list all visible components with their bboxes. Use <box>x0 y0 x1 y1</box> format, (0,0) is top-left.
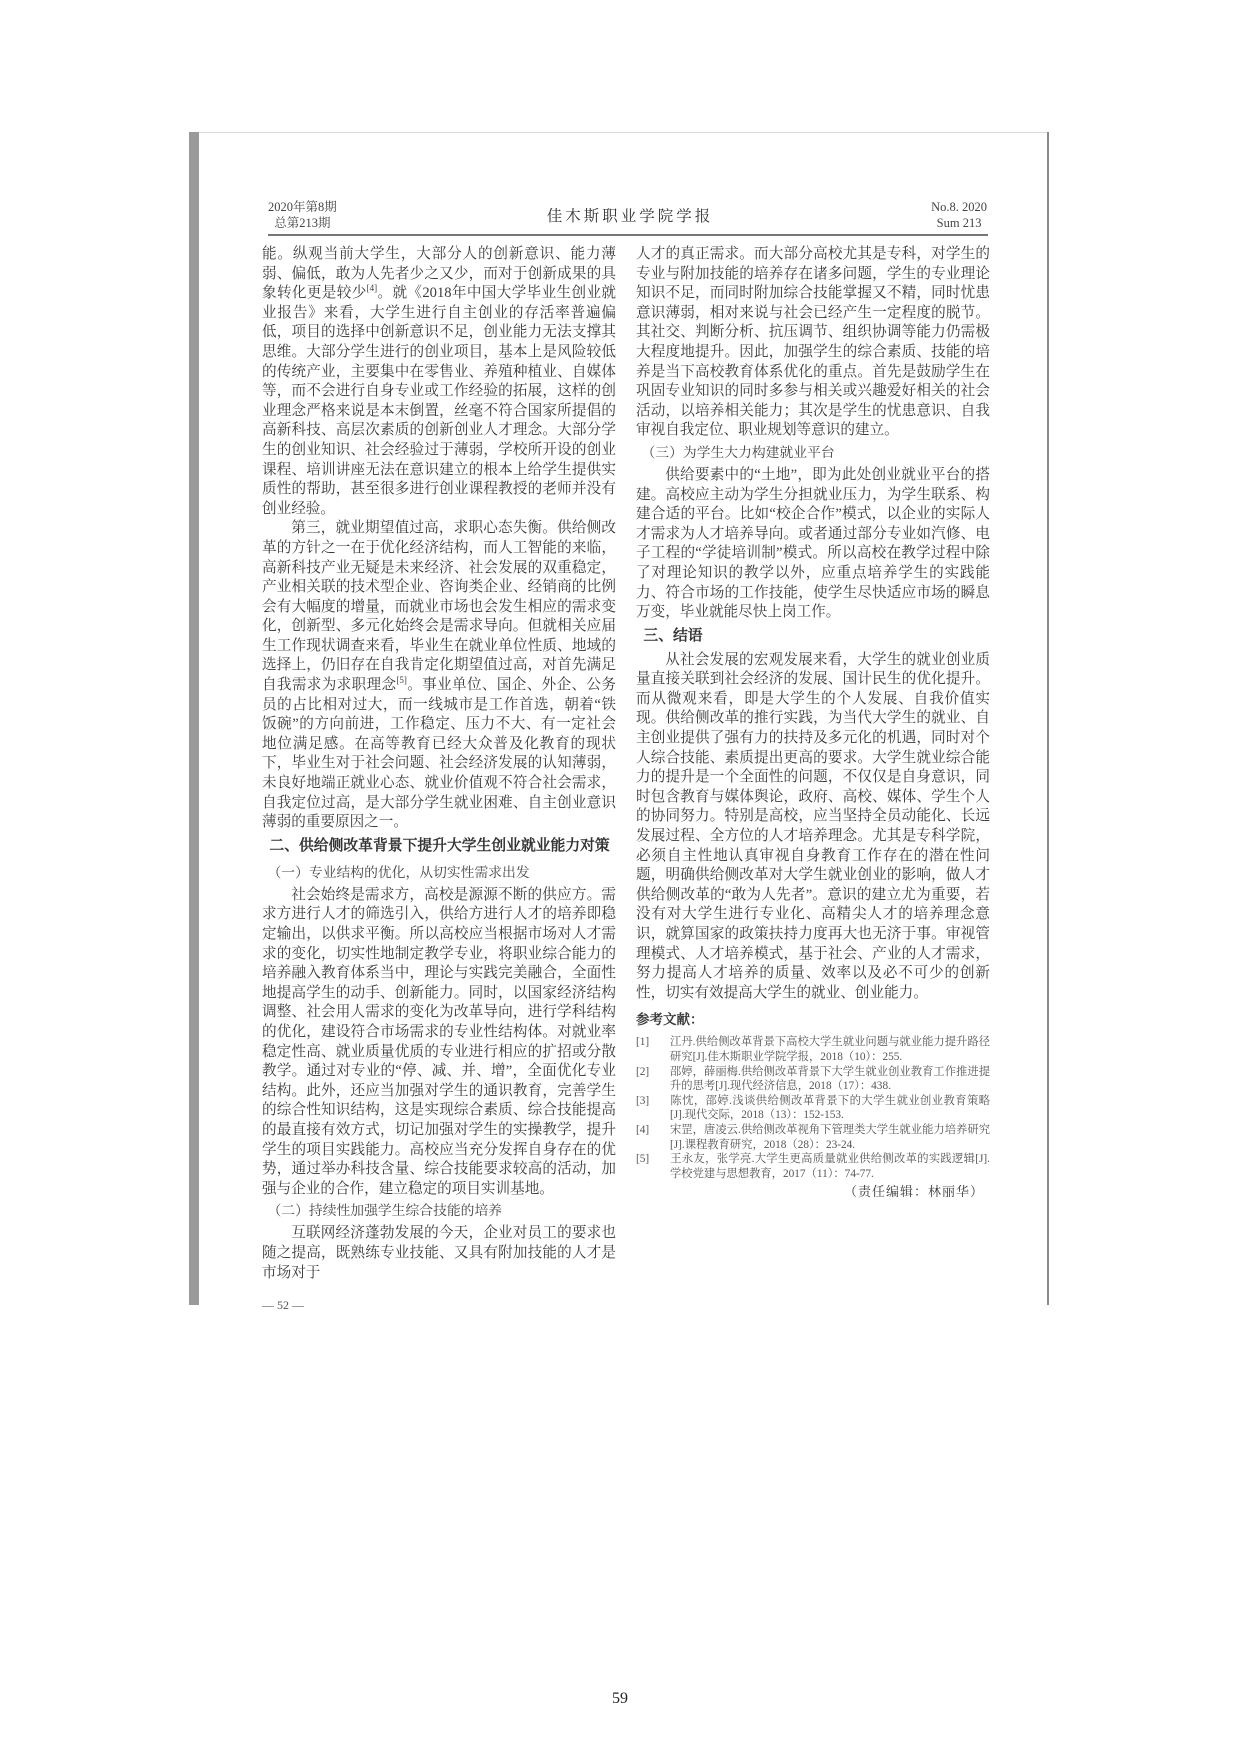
subsection-heading: （三）为学生大力构建就业平台 <box>641 444 835 461</box>
reference-item <box>636 1094 990 1123</box>
text: 第三，就业期望值过高，求职心态失衡。供给侧改革的方针之一在于优化经济结构，而人工智能的来临，高新科技产业无疑是未来经济、社会发展的双重稳定，产业相关联的技术型企业、咨询类企业、经销商的比例会有大幅度的增量，而就业市场也会发生相应的需求变化，创新型、多元化始终会是需求导向。但就相关应届生工作现状调查来看，毕业生在就业单位性质、地域的选择上，仍旧存在自我肯定化期望值过高，对首先满足自我需求为求职理念 <box>262 520 616 694</box>
reference-list <box>636 1035 990 1181</box>
section-heading: 二、供给侧改革背景下提升大学生创业就业能力对策 <box>269 836 610 854</box>
citation: [5] <box>396 675 407 686</box>
sum-en: Sum 213 <box>936 216 982 230</box>
issue-cn: 2020年第8期 <box>268 200 337 214</box>
page-border-top <box>199 132 1048 133</box>
reference-number: [1] <box>636 1036 650 1049</box>
header-rule <box>268 234 988 236</box>
reference-item <box>636 1035 990 1064</box>
reference-text: 江丹.供给侧改革背景下高校大学生就业问题与就业能力提升路径研究[J].佳木斯职业学院学报，2018（10）：255. <box>670 1036 990 1063</box>
paragraph: 供给要素中的“土地”，即为此处创业就业平台的搭建。高校应主动为学生分担就业压力，为学生联系、构建合适的平台。比如“校企合作”模式，以企业的实际人才需求为人才培养导向。或者通过部分专业如汽修、电子工程的“学徒培训制”模式。所以高校在教学过程中除了对理论知识的教学以外，应重点培养学生的实践能力、符合市场的工作技能，使学生尽快适应市场的瞬息万变，毕业就能尽快上岗工作。 <box>636 466 990 621</box>
page-spine-bar <box>189 132 199 1305</box>
text: 。就《2018年中国大学毕业生创业就业报告》来看，大学生进行自主创业的存活率普遍偏低，项目的选择中创新意识不足，创业能力无法支撑其思维。大部分学生进行的创业项目，基本上是风险较低的传统产业，主要集中在零售业、养殖种植业、自媒体等，而不会进行自身专业或工作经验的拓展，这样的创业理念严格来说是本末倒置，丝毫不符合国家所提倡的高新科技、高层次素质的创新创业人才理念。大部分学生的创业知识、社会经验过于薄弱，学校所开设的创业课程、培训讲座无法在意识建立的根本上给学生提供实质性的帮助，甚至很多进行创业课程教授的老师并没有创业经验。 <box>262 285 616 517</box>
text: 。事业单位、国企、外企、公务员的占比相对过大，而一线城市是工作首选，朝着“铁饭碗”的方向前进，工作稳定、压力不大、有一定社会地位满足感。在高等教育已经大众普及化教育的现状下，毕业生对于社会问题、社会经济发展的认知薄弱，未良好地端正就业心态、就业价值观不符合社会需求，自我定位过高，是大部分学生就业困难、自主创业意识薄弱的重要原因之一。 <box>262 677 616 831</box>
responsible-editor: （责任编辑：林丽华） <box>843 1184 984 1200</box>
reference-item <box>636 1065 990 1094</box>
section-heading: 三、结语 <box>643 626 703 644</box>
reference-item <box>636 1123 990 1152</box>
header-issue-cn <box>268 199 337 231</box>
paragraph <box>262 519 616 833</box>
reference-text: 王永友，张学亮.大学生更高质量就业供给侧改革的实践逻辑[J].学校党建与思想教育，2017（11）：74-77. <box>670 1153 990 1180</box>
reference-text: 邵婷，薛丽梅.供给侧改革背景下大学生就业创业教育工作推进提升的思考[J].现代经济信息，2018（17）：438. <box>670 1065 990 1093</box>
issue-en: No.8. 2020 <box>931 200 987 214</box>
left-column <box>262 245 616 1283</box>
page-border-right <box>1047 132 1049 1305</box>
header-issue-en <box>931 199 987 231</box>
reference-number: [2] <box>636 1065 650 1078</box>
journal-page-number: — 52 — <box>262 1298 304 1312</box>
paragraph: 社会始终是需求方，高校是源源不断的供应方。需求方进行人才的筛选引入，供给方进行人才的培养即稳定输出，以供求平衡。所以高校应当根据市场对人才需求的变化，切实性地制定教学专业，将职业综合能力的培养融入教育体系当中，理论与实践完美融合，全面性地提高学生的动手、创新能力。同时，以国家经济结构调整、社会用人需求的变化为改革导向，进行学科结构的优化，建设符合市场需求的专业性结构体。对就业率稳定性高、就业质量优质的专业进行相应的扩招或分散教学。通过对专业的“停、减、并、增”，全面优化专业结构。此外，还应当加强对学生的通识教育，完善学生的综合性知识结构，这是实现综合素质、综合技能提高的最直接有效方式，切记加强对学生的实操教学，提升学生的项目实践能力。高校应当充分发挥自身存在的优势，通过举办科技含量、综合技能要求较高的活动，加强与企业的合作，建立稳定的项目实训基地。 <box>262 886 616 1197</box>
reference-number: [3] <box>636 1094 650 1107</box>
paragraph: 从社会发展的宏观发展来看，大学生的就业创业质量直接关联到社会经济的发展、国计民生的优化提升。而从微观来看，即是大学生的个人发展、自我价值实现。供给侧改革的推行实践，为当代大学生的就业、自主创业提供了强有力的扶持及多元化的机遇，同时对个人综合技能、素质提出更高的要求。大学生就业综合能力的提升是一个全面性的问题，不仅仅是自身意识，同时包含教育与媒体舆论，政府、高校、媒体、学生个人的协同努力。特别是高校，应当坚持全员动能化、长远发展过程、全方位的人才培养理念。尤其是专科学院，必须自主性地认真审视自身教育工作存在的潜在性问题，明确供给侧改革对大学生就业创业的影响，做人才供给侧改革的“敢为人先者”。意识的建立尤为重要，若没有对大学生进行专业化、高精尖人才的培养理念意识，就算国家的政策扶持力度再大也无济于事。审视管理模式、人才培养模式，基于社会、产业的人才需求，努力提高人才培养的质量、效率以及必不可少的创新性，切实有效提高大学生的就业、创业能力。 <box>636 651 990 1001</box>
paragraph <box>262 245 616 519</box>
subsection-heading: （二）持续性加强学生综合技能的培养 <box>267 1203 503 1220</box>
subsection-heading: （一）专业结构的优化，从切实性需求出发 <box>267 864 530 881</box>
sum-cn: 总第213期 <box>274 216 331 230</box>
reference-text: 宋罡，唐凌云.供给侧改革视角下管理类大学生就业能力培养研究[J].课程教育研究，2018（28）：23-24. <box>670 1123 990 1151</box>
references-heading: 参考文献： <box>636 1012 704 1029</box>
citation: [4] <box>366 283 378 294</box>
text: 能。纵观当前大学生，大部分人的创新意识、能力薄弱、偏低，敢为人先者少之又少，而对于创新成果的具象转化更是较少 <box>262 246 616 302</box>
right-column <box>636 245 990 1202</box>
reference-item <box>636 1152 990 1181</box>
journal-title: 佳木斯职业学院学报 <box>546 208 714 225</box>
reference-text: 陈忱，邵婷.浅谈供给侧改革背景下的大学生就业创业教育策略[J].现代交际，2018（13）：152-153. <box>670 1094 990 1122</box>
scan-page-number: 59 <box>612 1690 628 1707</box>
paragraph: 互联网经济蓬勃发展的今天，企业对员工的要求也随之提高，既熟练专业技能、又具有附加技能的人才是市场对于 <box>262 1225 616 1281</box>
paragraph: 人才的真正需求。而大部分高校尤其是专科，对学生的专业与附加技能的培养存在诸多问题，学生的专业理论知识不足，而同时附加综合技能掌握又不精，同时忧患意识薄弱，相对来说与社会已经产生一定程度的脱节。其社交、判断分析、抗压调节、组织协调等能力仍需极大程度地提升。因此，加强学生的综合素质、技能的培养是当下高校教育体系优化的重点。首先是鼓励学生在巩固专业知识的同时多参与相关或兴趣爱好相关的社会活动，以培养相关能力；其次是学生的忧患意识、自我审视自我定位、职业规划等意识的建立。 <box>636 246 990 439</box>
reference-number: [4] <box>636 1123 650 1136</box>
reference-number: [5] <box>636 1153 650 1166</box>
